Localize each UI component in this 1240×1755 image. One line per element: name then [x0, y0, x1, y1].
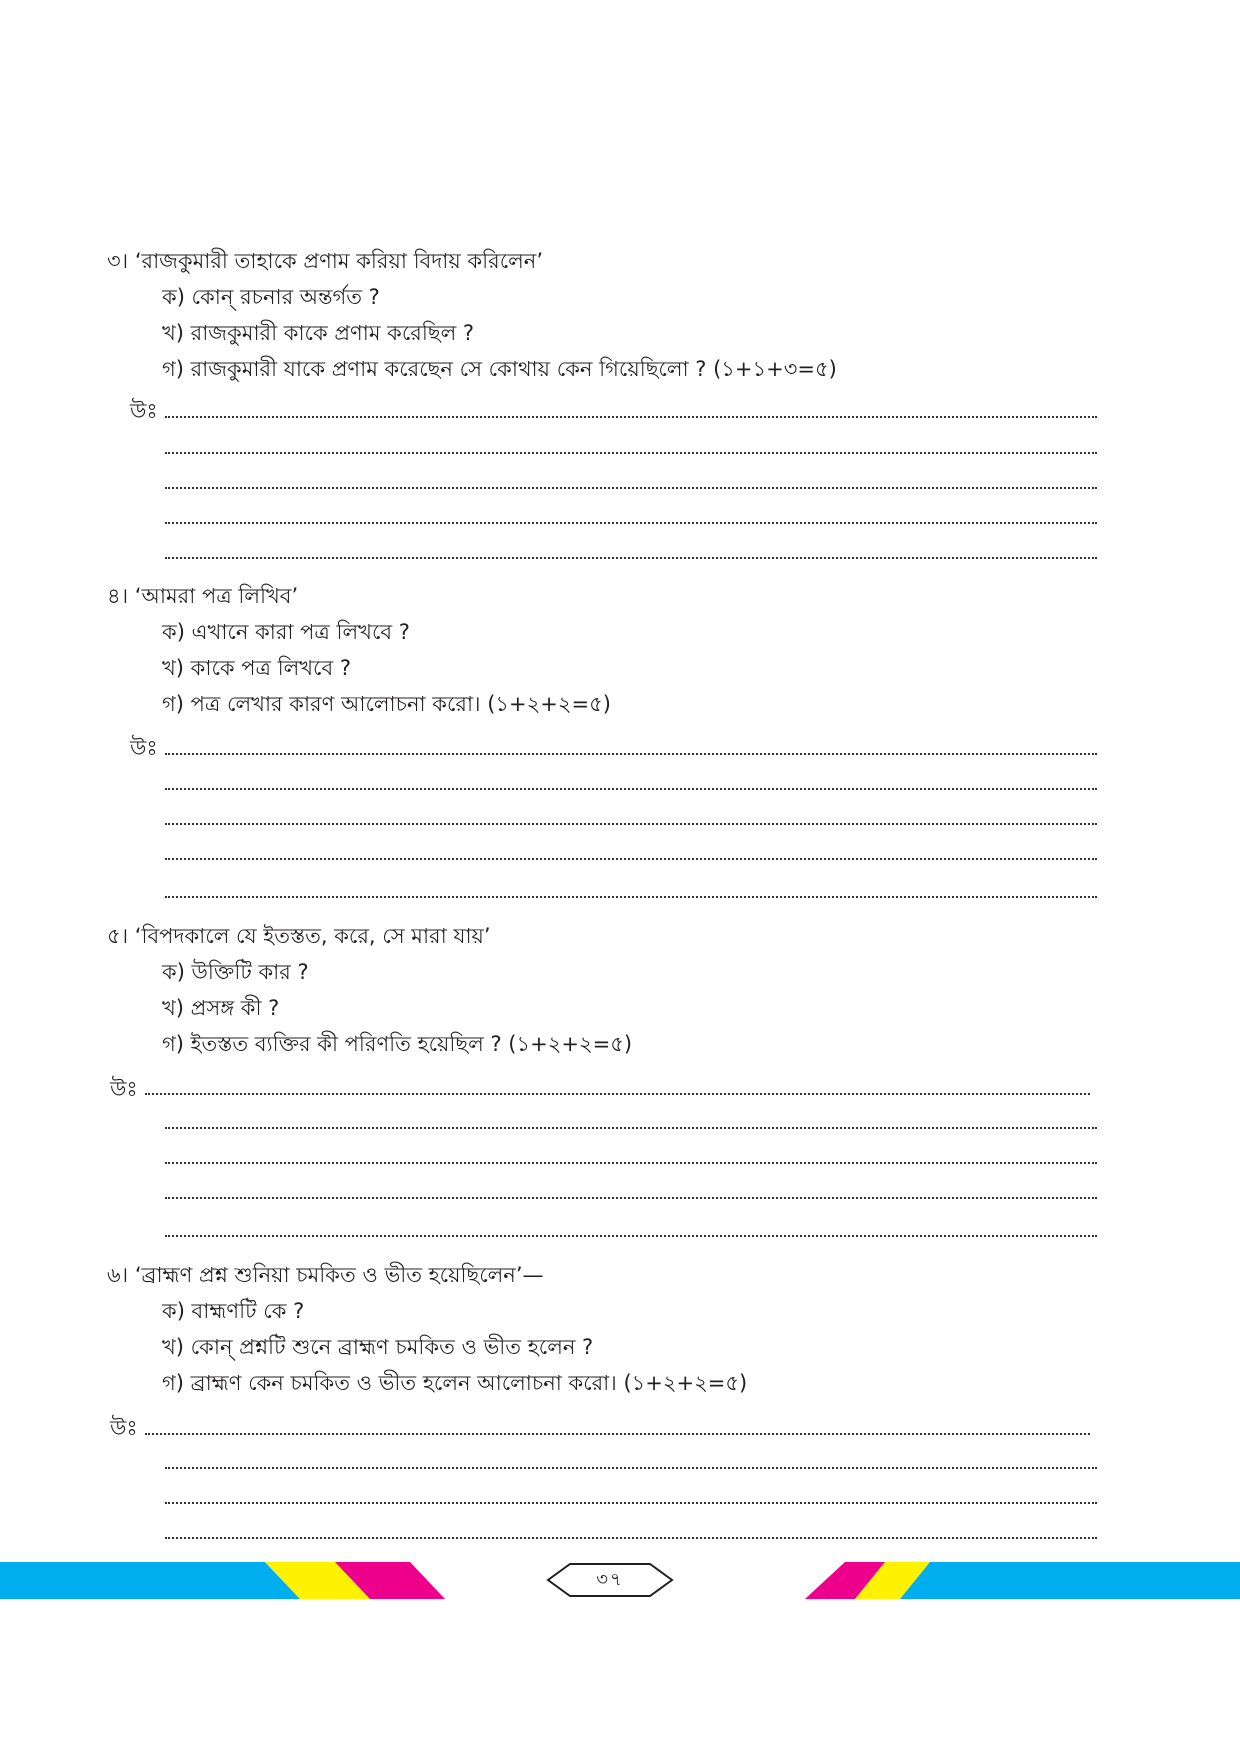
answer-line[interactable] [165, 487, 1097, 489]
answer-line[interactable] [165, 522, 1097, 524]
answer-label: উঃ [110, 1077, 138, 1101]
answer-line[interactable] [165, 452, 1097, 454]
question-title: ৬। ‘ব্রাহ্মণ প্রশ্ন শুনিয়া চমকিত ও ভীত হয়েছিলেন’— [107, 1263, 544, 1287]
answer-line[interactable] [165, 753, 1097, 755]
answer-line[interactable] [165, 858, 1097, 860]
footer-stripe-blue-left [0, 1562, 300, 1599]
answer-line[interactable] [165, 1197, 1097, 1199]
footer-stripe-blue-right [900, 1562, 1240, 1599]
question-title: ৩। ‘রাজকুমারী তাহাকে প্রণাম করিয়া বিদায় করিলেন’ [107, 249, 543, 273]
answer-label: উঃ [130, 399, 158, 423]
question-part-ga: গ) পত্র লেখার কারণ আলোচনা করো। (১+২+২=৫) [162, 692, 611, 716]
answer-line[interactable] [165, 1502, 1097, 1504]
question-part-ga: গ) ইতস্তত ব্যক্তির কী পরিণতি হয়েছিল ? (১+২+২=৫) [162, 1032, 633, 1056]
question-6 [107, 1257, 1107, 1401]
answer-line[interactable] [165, 788, 1097, 790]
answer-line[interactable] [165, 1235, 1097, 1237]
answer-line[interactable] [165, 1162, 1097, 1164]
answer-label: উঃ [110, 1416, 138, 1440]
answer-line[interactable] [165, 416, 1097, 418]
answer-line[interactable] [165, 823, 1097, 825]
answer-line[interactable] [165, 1537, 1097, 1539]
answer-line[interactable] [165, 1127, 1097, 1129]
question-part-ga: গ) ব্রাহ্মণ কেন চমকিত ও ভীত হলেন আলোচনা করো। (১+২+২=৫) [162, 1371, 748, 1395]
question-5 [107, 918, 1107, 1062]
question-part-ka: ক) এখানে কারা পত্র লিখবে ? [162, 620, 410, 644]
question-part-kha: খ) প্রসঙ্গ কী ? [162, 996, 280, 1020]
question-title: ৫। ‘বিপদকালে যে ইতস্তত, করে, সে মারা যায়’ [107, 924, 491, 948]
answer-line[interactable] [165, 896, 1097, 898]
question-part-ga: গ) রাজকুমারী যাকে প্রণাম করেছেন সে কোথায় কেন গিয়েছিলো ? (১+১+৩=৫) [162, 357, 837, 381]
question-part-ka: ক) উক্তিটি কার ? [162, 960, 309, 984]
answer-line[interactable] [165, 557, 1097, 559]
question-part-kha: খ) কোন্ প্রশ্নটি শুনে ব্রাহ্মণ চমকিত ও ভীত হলেন ? [162, 1335, 594, 1359]
question-part-ka: ক) কোন্ রচনার অন্তর্গত ? [162, 285, 380, 309]
answer-line[interactable] [145, 1433, 1090, 1435]
answer-line[interactable] [165, 1467, 1097, 1469]
question-4 [107, 578, 1107, 722]
question-part-ka: ক) বাহ্মণটি কে ? [162, 1299, 305, 1323]
question-3 [107, 243, 1107, 387]
question-part-kha: খ) কাকে পত্র লিখবে ? [162, 656, 351, 680]
answer-label: উঃ [130, 736, 158, 760]
page-number: ৩৭ [596, 1569, 624, 1590]
question-part-kha: খ) রাজকুমারী কাকে প্রণাম করেছিল ? [162, 321, 475, 345]
answer-line[interactable] [145, 1093, 1090, 1095]
question-title: ৪। ‘আমরা পত্র লিখিব’ [107, 584, 299, 608]
